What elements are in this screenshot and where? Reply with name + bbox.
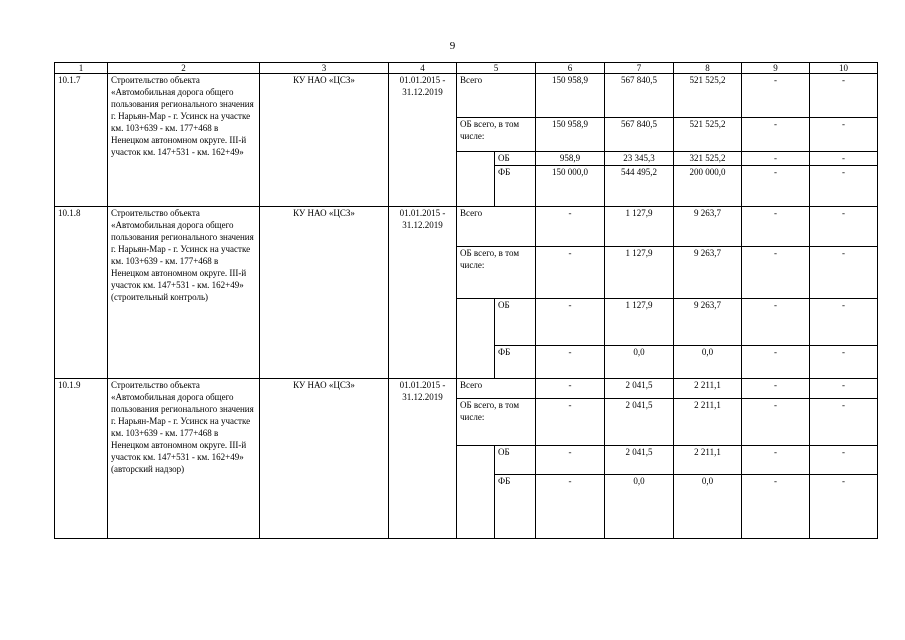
value-col8: 9 263,7	[674, 207, 742, 247]
value-col10: -	[810, 74, 878, 118]
value-col10: -	[810, 118, 878, 152]
item-period: 01.01.2015 - 31.12.2019	[389, 379, 457, 539]
value-col9: -	[742, 247, 810, 299]
value-col6: -	[536, 446, 605, 475]
fb-label: ФБ	[495, 475, 536, 539]
ob-total-label: ОБ всего, в том числе:	[457, 399, 536, 446]
item-period: 01.01.2015 - 31.12.2019	[389, 74, 457, 207]
item-executor: КУ НАО «ЦСЗ»	[260, 379, 389, 539]
value-col7: 2 041,5	[605, 379, 674, 399]
value-col6: 150 000,0	[536, 166, 605, 207]
program-table	[54, 62, 878, 539]
indent-cell	[457, 299, 495, 379]
value-col7: 1 127,9	[605, 299, 674, 346]
value-col6: -	[536, 379, 605, 399]
value-col6: -	[536, 299, 605, 346]
value-col9: -	[742, 446, 810, 475]
value-col10: -	[810, 152, 878, 166]
indent-cell	[457, 152, 495, 207]
value-col9: -	[742, 379, 810, 399]
value-col8: 521 525,2	[674, 74, 742, 118]
item-number: 10.1.9	[55, 379, 108, 539]
total-label: Всего	[457, 74, 536, 118]
value-col9: -	[742, 399, 810, 446]
value-col6: -	[536, 399, 605, 446]
fb-label: ФБ	[495, 166, 536, 207]
value-col8: 0,0	[674, 475, 742, 539]
value-col7: 0,0	[605, 475, 674, 539]
value-col6: 150 958,9	[536, 74, 605, 118]
value-col9: -	[742, 346, 810, 379]
value-col7: 2 041,5	[605, 399, 674, 446]
value-col7: 1 127,9	[605, 207, 674, 247]
value-col8: 2 211,1	[674, 379, 742, 399]
value-col10: -	[810, 446, 878, 475]
value-col6: -	[536, 346, 605, 379]
table-row	[55, 207, 878, 247]
value-col10: -	[810, 379, 878, 399]
value-col8: 9 263,7	[674, 247, 742, 299]
column-header: 10	[810, 63, 878, 74]
value-col8: 2 211,1	[674, 399, 742, 446]
value-col8: 2 211,1	[674, 446, 742, 475]
column-header: 4	[389, 63, 457, 74]
value-col10: -	[810, 207, 878, 247]
item-executor: КУ НАО «ЦСЗ»	[260, 74, 389, 207]
fb-label: ФБ	[495, 346, 536, 379]
item-number: 10.1.8	[55, 207, 108, 379]
value-col9: -	[742, 118, 810, 152]
value-col10: -	[810, 475, 878, 539]
value-col10: -	[810, 299, 878, 346]
value-col7: 2 041,5	[605, 446, 674, 475]
value-col8: 321 525,2	[674, 152, 742, 166]
ob-total-label: ОБ всего, в том числе:	[457, 247, 536, 299]
total-label: Всего	[457, 379, 536, 399]
value-col7: 1 127,9	[605, 247, 674, 299]
value-col6: 150 958,9	[536, 118, 605, 152]
ob-label: ОБ	[495, 152, 536, 166]
value-col6: -	[536, 475, 605, 539]
indent-cell	[457, 446, 495, 539]
value-col7: 23 345,3	[605, 152, 674, 166]
column-number-row	[55, 63, 878, 74]
item-period: 01.01.2015 - 31.12.2019	[389, 207, 457, 379]
value-col9: -	[742, 207, 810, 247]
value-col8: 521 525,2	[674, 118, 742, 152]
column-header: 1	[55, 63, 108, 74]
item-name: Строительство объекта «Автомобильная дорога общего пользования регионального значения г. Нарьян-Мар - г. Усинск на участке км. 103+639 - км. 177+468 в Ненецком автономном округе. III-й участок км. 147+531 - км. 162+49»	[108, 74, 260, 207]
item-executor: КУ НАО «ЦСЗ»	[260, 207, 389, 379]
column-header: 3	[260, 63, 389, 74]
page-number: 9	[449, 40, 456, 52]
column-header: 2	[108, 63, 260, 74]
value-col6: 958,9	[536, 152, 605, 166]
item-number: 10.1.7	[55, 74, 108, 207]
value-col6: -	[536, 247, 605, 299]
value-col7: 567 840,5	[605, 74, 674, 118]
value-col9: -	[742, 166, 810, 207]
total-label: Всего	[457, 207, 536, 247]
column-header: 7	[605, 63, 674, 74]
value-col8: 9 263,7	[674, 299, 742, 346]
column-header: 5	[457, 63, 536, 74]
value-col7: 567 840,5	[605, 118, 674, 152]
ob-total-label: ОБ всего, в том числе:	[457, 118, 536, 152]
value-col8: 200 000,0	[674, 166, 742, 207]
value-col6: -	[536, 207, 605, 247]
ob-label: ОБ	[495, 299, 536, 346]
value-col7: 0,0	[605, 346, 674, 379]
column-header: 6	[536, 63, 605, 74]
value-col9: -	[742, 299, 810, 346]
item-name: Строительство объекта «Автомобильная дорога общего пользования регионального значения г. Нарьян-Мар - г. Усинск на участке км. 103+639 - км. 177+468 в Ненецком автономном округе. III-й участок км. 147+531 - км. 162+49» (авторский надзор)	[108, 379, 260, 539]
value-col9: -	[742, 475, 810, 539]
value-col10: -	[810, 346, 878, 379]
value-col10: -	[810, 166, 878, 207]
table-row	[55, 379, 878, 399]
value-col8: 0,0	[674, 346, 742, 379]
column-header: 9	[742, 63, 810, 74]
column-header: 8	[674, 63, 742, 74]
value-col9: -	[742, 152, 810, 166]
value-col10: -	[810, 247, 878, 299]
ob-label: ОБ	[495, 446, 536, 475]
value-col9: -	[742, 74, 810, 118]
value-col7: 544 495,2	[605, 166, 674, 207]
value-col10: -	[810, 399, 878, 446]
table-row	[55, 74, 878, 118]
item-name: Строительство объекта «Автомобильная дорога общего пользования регионального значения г. Нарьян-Мар - г. Усинск на участке км. 103+639 - км. 177+468 в Ненецком автономном округе. III-й участок км. 147+531 - км. 162+49» (строительный контроль)	[108, 207, 260, 379]
